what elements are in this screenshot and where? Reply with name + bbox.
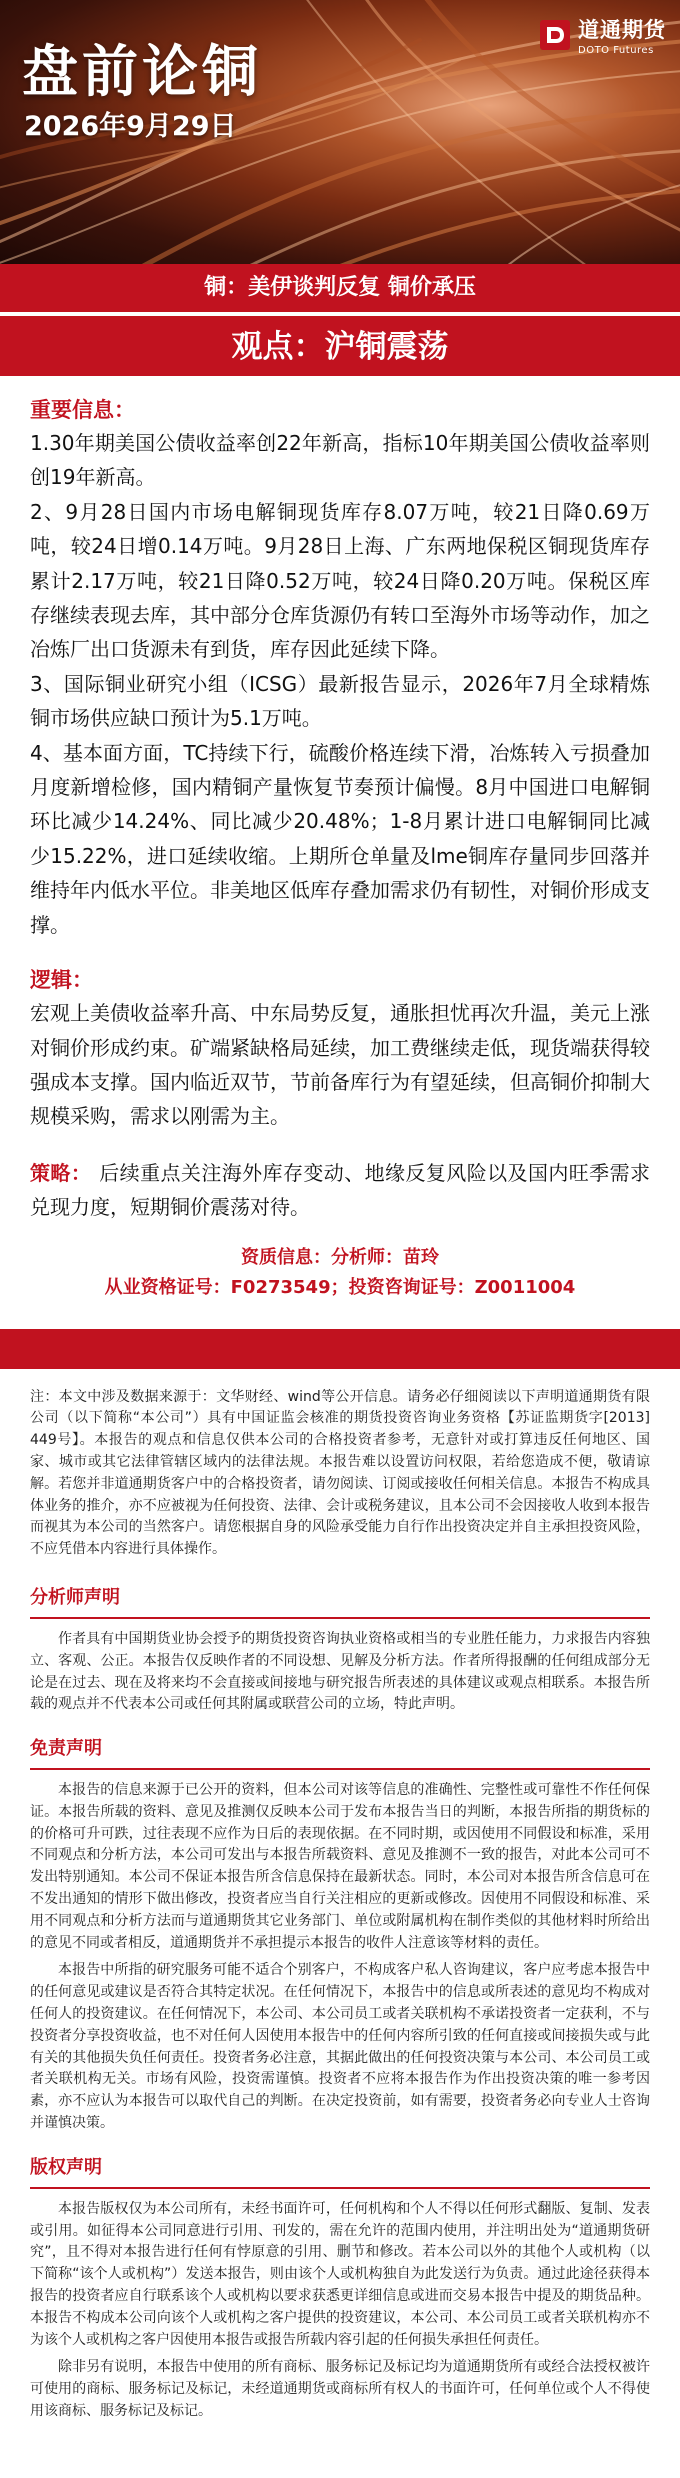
viewpoint-heading: 观点：沪铜震荡: [0, 312, 680, 376]
main-content: [0, 376, 680, 1313]
section-title: 分析师声明: [30, 1583, 650, 1619]
report-subtitle: 铜：美伊谈判反复 铜价承压: [0, 264, 680, 312]
copyright-section: [0, 2141, 680, 2423]
section-paragraph: 本报告中所指的研究服务可能不适合个别客户，不构成客户私人咨询建议，客户应考虑本报告中的任何意见或建议是否符合其特定状况。在任何情况下，本报告中的信息或所表述的意见均不构成对任何人的投资建议。在任何情况下，本公司、本公司员工或者关联机构不承诺投资者一定获利，不与投资者分享投资收益，也不对任何人因使用本报告中的任何内容所引致的任何直接或间接损失或与此有关的其他损失负任何责任。投资者务必注意，其据此做出的任何投资决策与本公司、本公司员工或者关联机构无关。市场有风险，投资需谨慎。投资者不应将本报告作为作出投资决策的唯一参考因素，亦不应认为本报告可以取代自己的判断。在决定投资前，如有需要，投资者务必向专业人士咨询并谨慎决策。: [30, 1962, 650, 2132]
logic-text: 宏观上美债收益率升高、中东局势反复，通胀担忧再次升温，美元上涨对铜价形成约束。矿端紧缺格局延续，加工费继续走低，现货端获得较强成本支撑。国内临近双节，节前备库行为有望延续，但高铜价抑制大规模采购，需求以刚需为主。: [30, 1001, 650, 1129]
logo-name-en: DOTO Futures: [578, 45, 654, 56]
key-info-item: 1.30年期美国公债收益率创22年新高，指标10年期美国公债收益率则创19年新高。: [30, 431, 650, 490]
analyst-name: 资质信息：分析师：苗玲: [241, 1246, 439, 1268]
key-info-heading: 重要信息：: [30, 398, 135, 422]
analyst-license: 从业资格证号：F0273549；投资咨询证号：Z0011004: [104, 1276, 576, 1298]
section-title: 版权声明: [30, 2153, 650, 2189]
section-paragraph: 本报告的信息来源于已公开的资料，但本公司对该等信息的准确性、完整性或可靠性不作任何保证。本报告所载的资料、意见及推测仅反映本公司于发布本报告当日的判断，本报告所指的期货标的的价格可升可跌，过往表现不应作为日后的表现依据。在不同时期，或因使用不同假设和标准，采用不同观点和分析方法，本公司可发出与本报告所载资料、意见及推测不一致的报告，对此本公司可不发出特别通知。本公司不保证本报告所含信息保持在最新状态。同时，本公司对本报告所含信息可在不发出通知的情形下做出修改，投资者应当自行关注相应的更新或修改。因使用不同假设和标准、采用不同观点和分析方法而与道通期货其它业务部门、单位或附属机构在制作类似的其他材料时所给出的意见不同或者相反，道通期货并不承担提示本报告的收件人注意该等材料的责任。: [30, 1782, 650, 1951]
key-info-item: 2、9月28日国内市场电解铜现货库存8.07万吨，较21日降0.69万吨，较24日增0.14万吨。9月28日上海、广东两地保税区铜现货库存累计2.17万吨，较21日降0.52万吨，较24日降0.20万吨。保税区库存继续表现去库，其中部分仓库货源仍有转口至海外市场等动作，加之冶炼厂出口货源未有到货，库存因此延续下降。: [30, 499, 650, 662]
strategy-text: 后续重点关注海外库存变动、地缘反复风险以及国内旺季需求兑现力度，短期铜价震荡对待。: [30, 1160, 651, 1220]
divider-bar: [0, 1329, 680, 1369]
logo-name-cn: 道通期货: [578, 18, 666, 42]
page-title: 盘前论铜: [22, 40, 262, 105]
key-info-item: 4、基本面方面，TC持续下行，硫酸价格连续下滑，冶炼转入亏损叠加月度新增检修，国内精铜产量恢复节奏预计偏慢。8月中国进口电解铜环比减少14.24%、同比减少20.48%；1-8月累计进口电解铜同比减少15.22%，进口延续收缩。上期所仓单量及lme铜库存量同步回落并维持年内低水平位。非美地区低库存叠加需求仍有韧性，对铜价形成支撑。: [30, 740, 650, 937]
key-info-item: 3、国际铜业研究小组（ICSG）最新报告显示，2026年7月全球精炼铜市场供应缺口预计为5.1万吨。: [30, 671, 650, 731]
analyst-statement-section: [0, 1571, 680, 1716]
strategy-label: 策略：: [30, 1160, 92, 1185]
company-logo: [538, 14, 666, 56]
report-date: 2026年9月29日: [24, 111, 237, 142]
source-note: 注：本文中涉及数据来源于：文华财经、wind等公开信息。请务必仔细阅读以下声明道通期货有限公司（以下简称“本公司”）具有中国证监会核准的期货投资咨询业务资格【苏证监期货字[2013] 449号】。本报告的观点和信息仅供本公司的合格投资者参考，无意针对或打算违反任何地区、国家、城市或其它法律管辖区域内的法律法规。本报告难以设置访问权限，若给您造成不便，敬请谅解。若您并非道通期货客户中的合格投资者，请勿阅读、订阅或接收任何相关信息。本报告不构成具体业务的推介，亦不应被视为任何投资、法律、会计或税务建议，且本公司不会因接收人收到本报告而视其为本公司的当然客户。请您根据自身的风险承受能力自行作出投资决定并自主承担投资风险，不应凭借本内容进行具体操作。: [30, 1388, 650, 1558]
section-paragraph: 本报告版权仅为本公司所有，未经书面许可，任何机构和个人不得以任何形式翻版、复制、发表或引用。如征得本公司同意进行引用、刊发的，需在允许的范围内使用，并注明出处为“道通期货研究”，且不得对本报告进行任何有悖原意的引用、删节和修改。若本公司以外的其他个人或机构（以下简称“该个人或机构”）发送本报告，则由该个人或机构独自为此发送行为负责。通过此途径获得本报告的投资者应自行联系该个人或机构以要求获悉更详细信息或进而交易本报告中提及的期货品种。本报告不构成本公司向该个人或机构之客户提供的投资建议，本公司、本公司员工或者关联机构亦不为该个人或机构之客户因使用本报告或报告所载内容引起的任何损失承担任何责任。: [30, 2200, 650, 2348]
analyst-info: [30, 1243, 650, 1303]
disclaimer-section: [0, 1722, 680, 2135]
logo-mark-icon: [538, 18, 572, 52]
strategy: [30, 1156, 650, 1225]
section-title: 免责声明: [30, 1734, 650, 1770]
logic-heading: 逻辑：: [30, 968, 93, 993]
section-paragraph: 作者具有中国期货业协会授予的期货投资咨询执业资格或相当的专业胜任能力，力求报告内容独立、客观、公正。本报告仅反映作者的不同设想、见解及分析方法。作者所得报酬的任何组成部分无论是在过去、现在及将来均不会直接或间接地与研究报告所表述的具体建议或观点相联系。本报告所载的观点并不代表本公司或任何其附属或联营公司的立场，特此声明。: [30, 1630, 650, 1713]
hero-banner: [0, 0, 680, 264]
section-paragraph: 除非另有说明，本报告中使用的所有商标、服务标记及标记均为道通期货所有或经合法授权被许可使用的商标、服务标记及标记，未经道通期货或商标所有权人的书面许可，任何单位或个人不得使用该商标、服务标记及标记。: [30, 2359, 650, 2420]
